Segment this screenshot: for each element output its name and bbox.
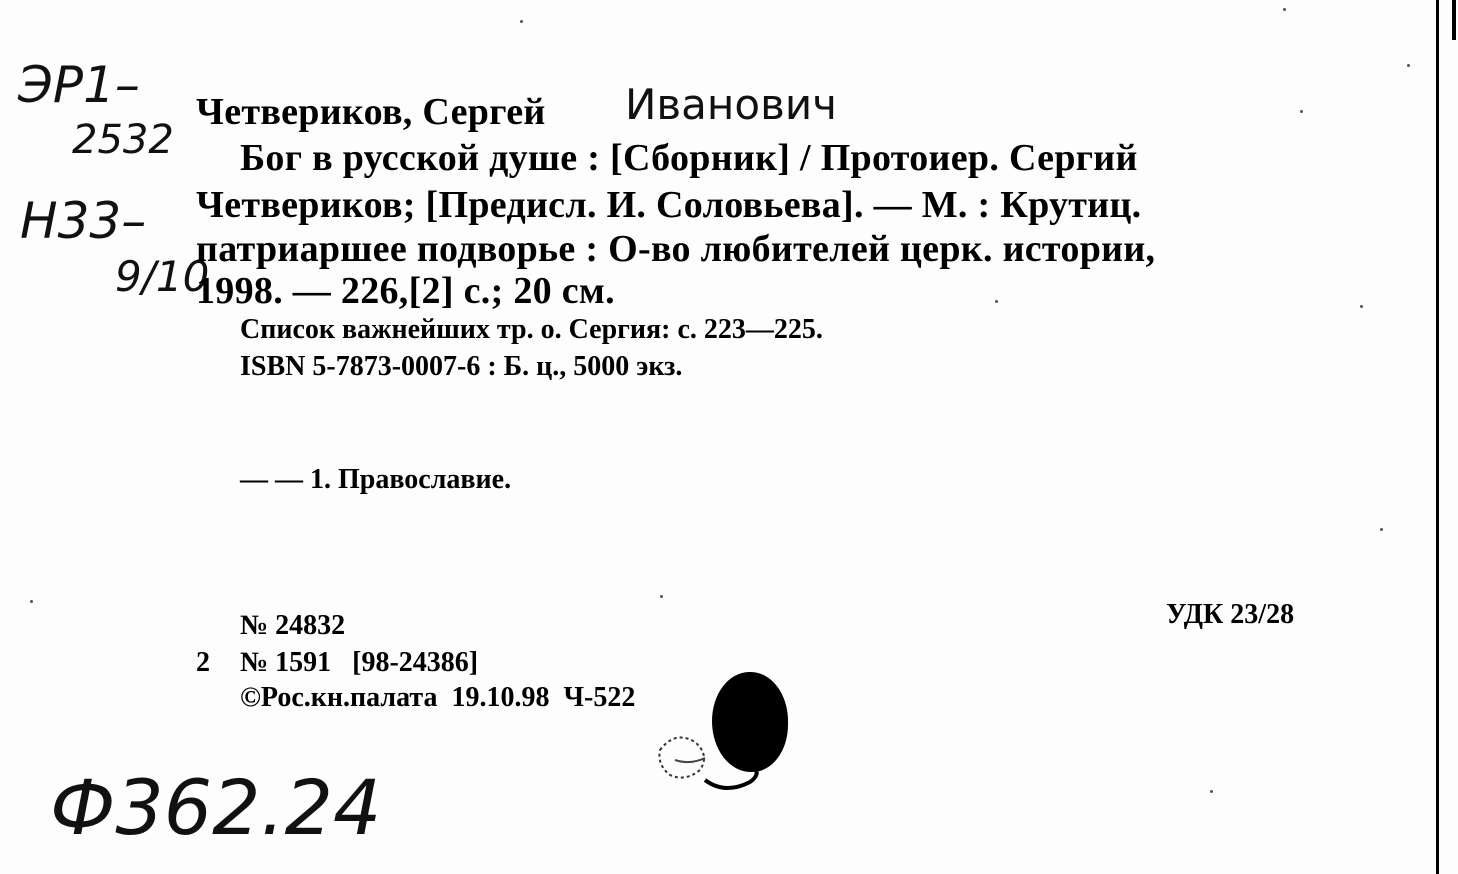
entry-line-2: Четвериков; [Предисл. И. Соловьева]. — М. : Крутиц. [196,184,1142,226]
handwritten-shelf-mark-1: ЭР1– [18,56,140,114]
scan-speck [1283,8,1286,11]
scan-speck [660,595,663,598]
book-chamber-stamp: ©Рос.кн.палата 19.10.98 Ч-522 [240,682,636,713]
scan-speck [1380,528,1383,531]
handwritten-shelf-mark-3: Н33– [20,192,147,250]
scan-speck [1360,305,1363,308]
card-edge-line [1452,0,1456,40]
card-edge-line [1436,0,1439,874]
ink-smudge [655,720,765,800]
handwritten-shelf-mark-4: 9/10 [115,252,210,301]
scan-speck [520,20,523,23]
scan-speck [1407,64,1410,67]
scan-speck [30,600,33,603]
note-isbn: ISBN 5-7873-0007-6 : Б. ц., 5000 экз. [240,351,683,382]
entry-line-1: Бог в русской душе : [Сборник] / Протоиер. Сергий [240,137,1138,179]
author-patronymic-handwritten: Иванович [625,80,837,129]
scan-speck [1300,110,1303,113]
copy-count: 2 [196,647,210,678]
record-number: № 24832 [240,610,346,641]
handwritten-shelf-mark-2: 2532 [72,117,174,163]
udk-code: УДК 23/28 [1166,599,1295,630]
registration-number: № 1591 [98-24386] [240,647,479,678]
subject-heading: — — 1. Православие. [240,464,512,495]
note-works-list: Список важнейших тр. о. Сергия: с. 223—225. [240,314,823,345]
entry-line-4: 1998. — 226,[2] с.; 20 см. [196,270,615,312]
handwritten-inventory-mark: Ф362.24 [50,763,382,852]
author-name: Четвериков, Сергей [196,91,546,133]
scan-speck [1210,790,1213,793]
entry-line-3: патриаршее подворье : О-во любителей церк. истории, [196,228,1156,270]
scan-speck [995,300,998,303]
